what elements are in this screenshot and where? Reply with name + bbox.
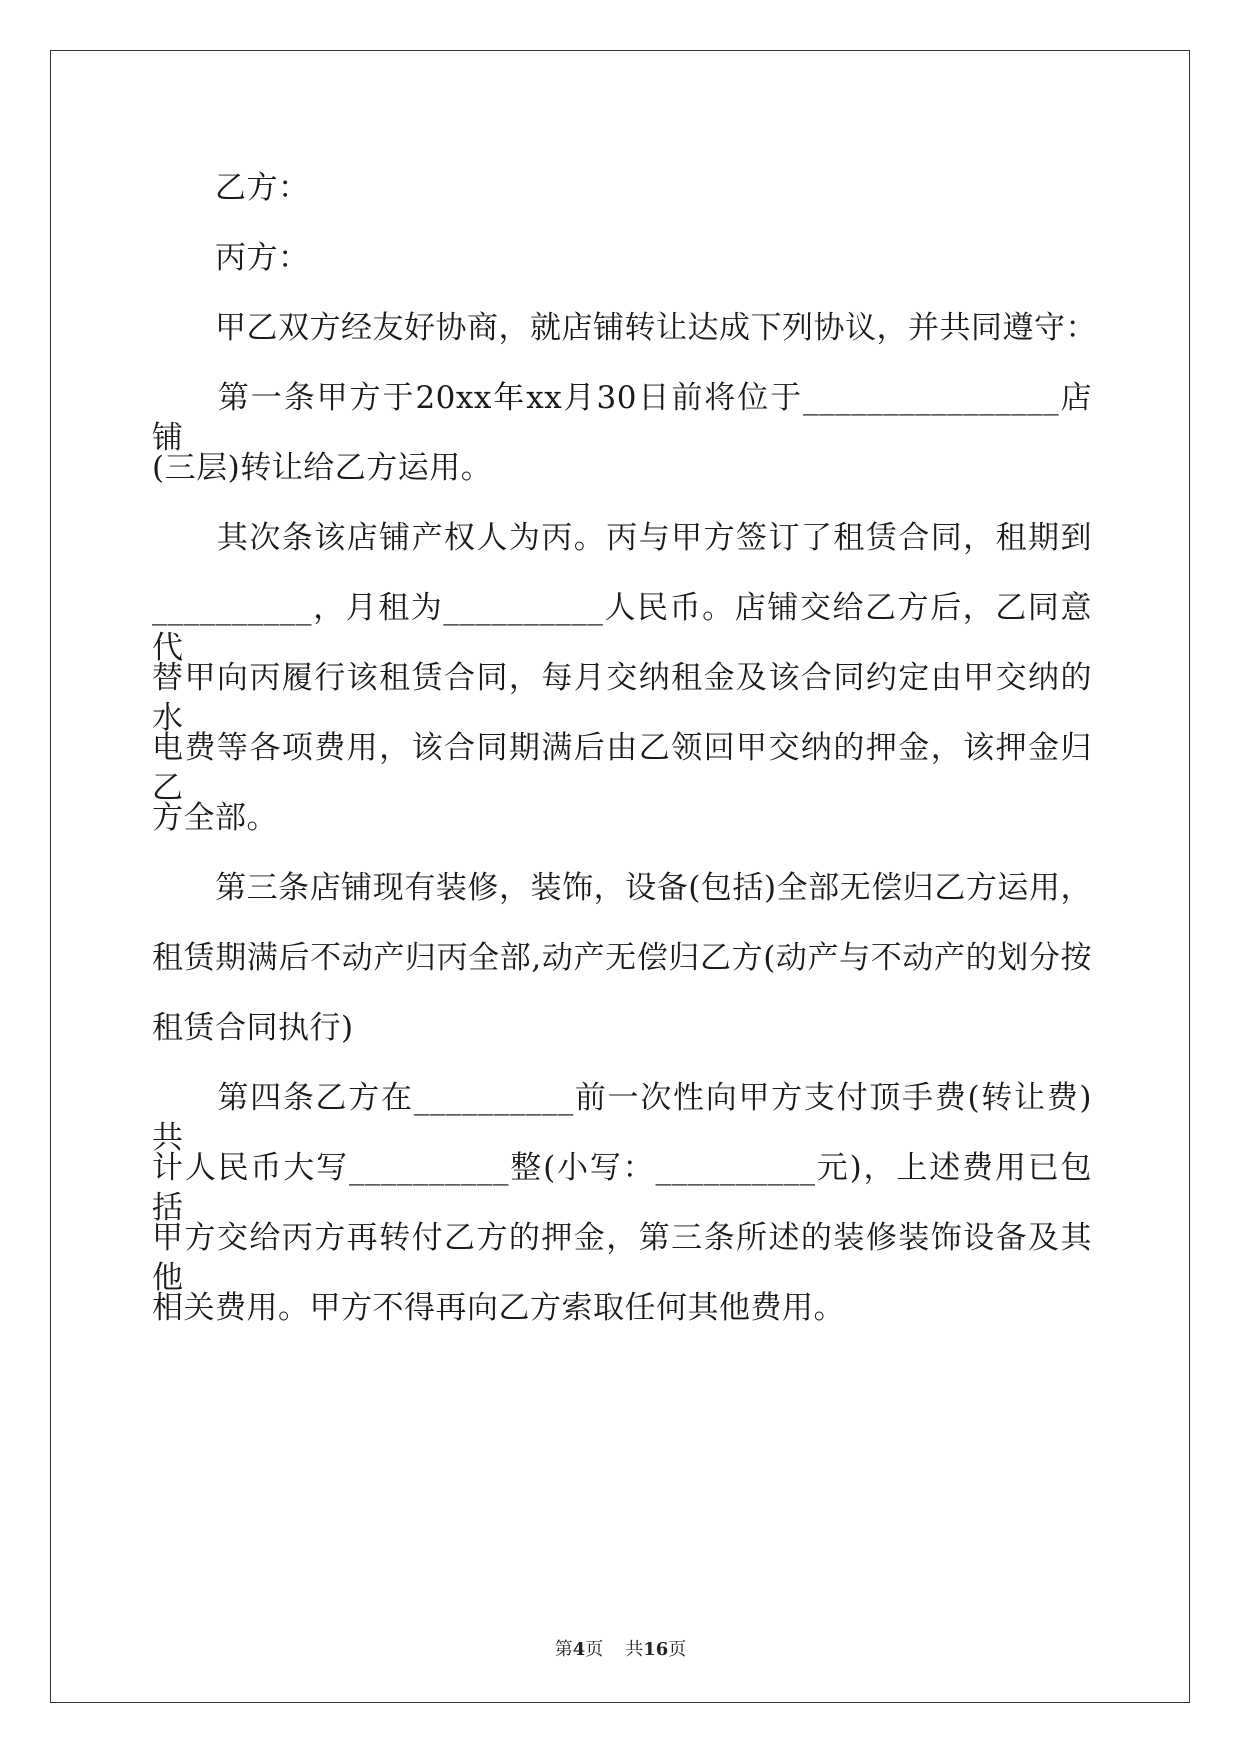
text-line: 相关费用。甲方不得再向乙方索取任何其他费用。 [152, 1290, 845, 1326]
text-line: 第三条店铺现有装修，装饰，设备(包括)全部无偿归乙方运用， [152, 870, 1092, 906]
text-line: 租赁期满后不动产归丙全部,动产无偿归乙方(动产与不动产的划分按 [152, 940, 1092, 976]
text-line: 乙方： [152, 170, 310, 206]
text-line: 第一条甲方于20xx年xx月30日前将位于________________店铺 [152, 380, 1092, 456]
text-line: 甲乙双方经友好协商，就店铺转让达成下列协议，并共同遵守： [152, 310, 1097, 346]
text-line: 丙方： [152, 240, 310, 276]
page-suffix: 页 [585, 1639, 604, 1660]
page-prefix: 第 [554, 1639, 573, 1660]
total-suffix: 页 [668, 1639, 687, 1660]
page-number: 4 [572, 1639, 586, 1660]
page-footer [0, 1638, 1241, 1662]
text-line: 租赁合同执行) [152, 1010, 354, 1046]
total-pages: 16 [643, 1639, 669, 1660]
text-line: 其次条该店铺产权人为丙。丙与甲方签订了租赁合同，租期到 [152, 520, 1092, 556]
text-line: 方全部。 [152, 800, 278, 836]
text-line: 替甲向丙履行该租赁合同，每月交纳租金及该合同约定由甲交纳的水 [152, 660, 1092, 736]
total-prefix: 共 [625, 1639, 644, 1660]
text-line: 第四条乙方在__________前一次性向甲方支付顶手费(转让费)共 [152, 1080, 1092, 1156]
text-line: __________，月租为__________人民币。店铺交给乙方后，乙同意代 [152, 590, 1092, 666]
text-line: 甲方交给丙方再转付乙方的押金，第三条所述的装修装饰设备及其他 [152, 1220, 1092, 1296]
text-line: 计人民币大写__________整(小写：__________元)，上述费用已包括 [152, 1150, 1092, 1226]
text-line: 电费等各项费用，该合同期满后由乙领回甲交纳的押金，该押金归乙 [152, 730, 1092, 806]
text-line: (三层)转让给乙方运用。 [152, 450, 493, 486]
